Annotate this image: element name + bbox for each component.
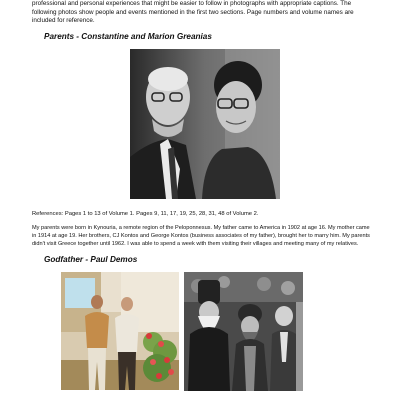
intro-paragraph: professional and personal experiences that might be easier to follow in photographs with appropriate captions. The following photos show people and events mentioned in the first two sections. Page numbers and volume names are included for reference.: [32, 0, 354, 25]
parents-bio-paragraph: My parents were born in Kynouria, a remote region of the Peloponnesus. My father came to America in 1902 at age 16. My mother came in 1914 at age 19. Her brothers, CJ Kontos and George Kontos (business associates of my father), brought her to marry him. My parents didn't visit Greece together until 1962. I was able to spend a week with them visiting their villages and meeting many of my relatives.: [32, 225, 370, 248]
section-heading-parents: Parents - Constantine and Marion Greanias: [44, 32, 212, 41]
photo-parents: [130, 49, 280, 199]
references-text: References: Pages 1 to 13 of Volume 1. Pages 9, 11, 17, 19, 25, 28, 31, 48 of Volume 2.: [32, 211, 259, 217]
photo-godfather-clergy: [184, 272, 303, 391]
section-heading-godfather: Godfather - Paul Demos: [44, 255, 138, 264]
photo-godfather-garden: [61, 272, 179, 390]
